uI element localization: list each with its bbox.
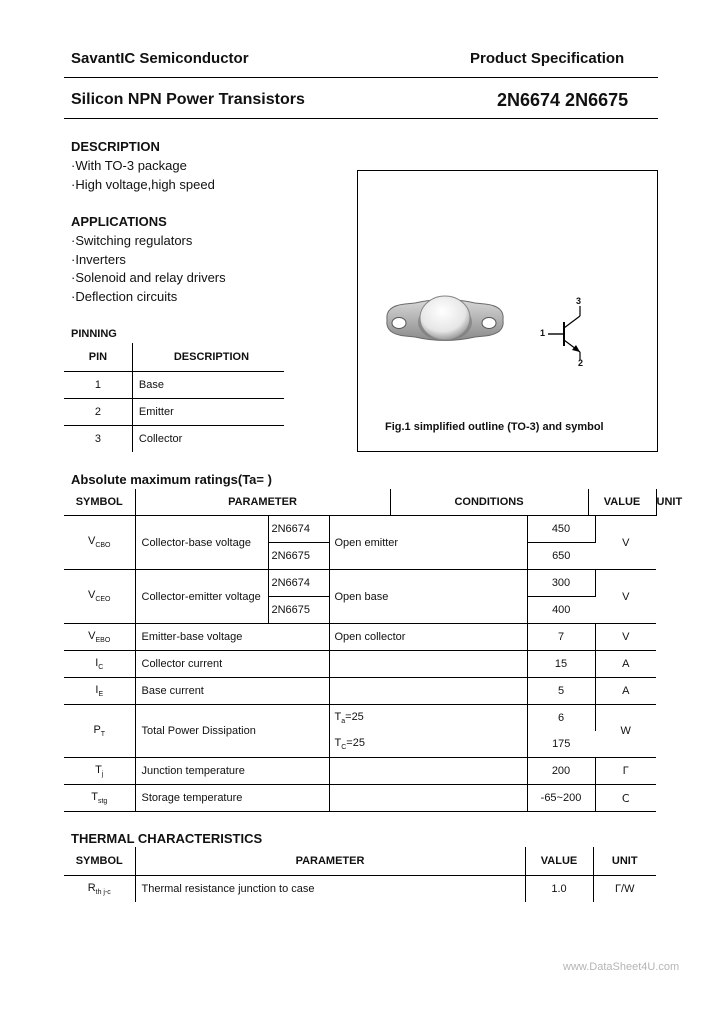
table-row: [64, 399, 284, 426]
table-row: [64, 651, 656, 678]
param-tj: Junction temperature: [135, 758, 329, 785]
col-symbol: SYMBOL: [64, 489, 135, 516]
cond-tstg: [329, 785, 527, 812]
thermal-table: [64, 847, 656, 902]
col-value: VALUE: [588, 489, 656, 516]
abs-max-heading: Absolute maximum ratings(Ta= ): [71, 472, 272, 487]
company-name: SavantIC Semiconductor: [71, 50, 249, 67]
part-numbers: 2N6674 2N6675: [497, 90, 629, 110]
pin-number: 2: [64, 399, 132, 426]
unit-vceo: V: [595, 570, 656, 624]
page-title: Silicon NPN Power Transistors: [71, 91, 305, 108]
doc-type: Product Specification: [470, 50, 625, 67]
table-row: [64, 570, 656, 597]
unit-ic: A: [595, 651, 656, 678]
figure-caption: Fig.1 simplified outline (TO-3) and symbol: [385, 421, 604, 433]
param-vebo: Emitter-base voltage: [135, 624, 329, 651]
value-vcbo-1: 450: [527, 516, 595, 543]
symbol-vebo: $V_{EBO}$: [64, 624, 135, 651]
abs-max-table: [64, 489, 683, 516]
col-unit: UNIT: [593, 847, 656, 876]
watermark: www.DataSheet4U.com: [563, 961, 680, 973]
value-rth: 1.0: [525, 876, 593, 903]
table-row: [64, 624, 656, 651]
pinning-heading: PINNING: [71, 328, 117, 340]
value-ic: 15: [527, 651, 595, 678]
symbol-pt: $P_T$: [64, 705, 135, 758]
to3-outline-figure: [357, 170, 657, 451]
pinning-table: [64, 343, 284, 452]
application-item: ·Switching regulators: [71, 233, 193, 248]
col-description: DESCRIPTION: [132, 343, 284, 372]
table-header-row: [64, 343, 284, 372]
symbol-vceo: $V_{CEO}$: [64, 570, 135, 624]
cond-vceo: Open base: [329, 570, 527, 624]
unit-pt: W: [595, 705, 656, 758]
param-ie: Base current: [135, 678, 329, 705]
applications-heading: APPLICATIONS: [71, 214, 167, 229]
symbol-ie: $I_E$: [64, 678, 135, 705]
symbol-tj: $T_j$: [64, 758, 135, 785]
pin-number: 1: [64, 372, 132, 399]
table-row: [64, 876, 656, 903]
description-heading: DESCRIPTION: [71, 139, 160, 154]
part-2n6675: 2N6675: [268, 597, 329, 624]
table-row: [64, 678, 656, 705]
thermal-heading: THERMAL CHARACTERISTICS: [71, 831, 263, 846]
value-vcbo-2: 650: [527, 543, 595, 570]
value-pt-1: 6: [527, 705, 595, 732]
param-ic: Collector current: [135, 651, 329, 678]
value-tj: 200: [527, 758, 595, 785]
pin-number: 3: [64, 426, 132, 453]
param-tstg: Storage temperature: [135, 785, 329, 812]
unit-vcbo: V: [595, 516, 656, 570]
table-header-row: SYMBOL PARAMETER CONDITIONS VALUE UNIT: [64, 489, 656, 516]
value-pt-2: 175: [527, 731, 595, 758]
unit-rth: Γ/W: [615, 883, 635, 895]
param-rth: Thermal resistance junction to case: [135, 876, 525, 903]
value-ie: 5: [527, 678, 595, 705]
application-item: ·Solenoid and relay drivers: [71, 270, 226, 285]
symbol-pin2-label: 2: [578, 358, 584, 368]
table-row: [64, 785, 656, 812]
table-row: [64, 705, 656, 732]
symbol-ic: $I_C$: [64, 651, 135, 678]
symbol-pin3-label: 3: [576, 296, 582, 306]
unit-tstg: Ⅽ: [595, 785, 656, 812]
pin-description: Base: [132, 372, 284, 399]
pin-description: Collector: [138, 433, 183, 445]
col-value: VALUE: [525, 847, 593, 876]
param-vceo: Collector-emitter voltage: [135, 570, 268, 624]
application-item: ·Inverters: [71, 252, 126, 267]
part-2n6675: 2N6675: [268, 543, 329, 570]
param-pt: Total Power Dissipation: [135, 705, 329, 758]
cond-vebo: Open collector: [329, 624, 527, 651]
application-item: ·Deflection circuits: [71, 289, 178, 304]
col-symbol: SYMBOL: [64, 847, 135, 876]
value-tstg: -65~200: [527, 785, 595, 812]
col-pin: PIN: [64, 343, 132, 372]
description-item: ·High voltage,high speed: [71, 177, 215, 192]
col-parameter: PARAMETER: [135, 489, 390, 516]
abs-max-table-body: [64, 516, 656, 812]
cond-pt-tc: $T_C=25$: [329, 731, 527, 758]
cond-tj: [329, 758, 527, 785]
unit-ie: A: [595, 678, 656, 705]
cond-pt-ta: $T_a=25$: [329, 705, 527, 732]
unit-vebo: V: [595, 624, 656, 651]
col-conditions: CONDITIONS: [390, 489, 588, 516]
symbol-rth: $R_{th j-c}$: [64, 876, 135, 903]
symbol-vcbo: $V_{CBO}$: [64, 516, 135, 570]
table-row: [64, 516, 656, 543]
cond-vcbo: Open emitter: [329, 516, 527, 570]
part-2n6674: 2N6674: [268, 516, 329, 543]
description-item: ·With TO-3 package: [71, 158, 187, 173]
symbol-tstg: $T_{stg}$: [64, 785, 135, 812]
col-parameter: PARAMETER: [135, 847, 525, 876]
pin-description: Emitter: [132, 399, 284, 426]
header-rule-bottom: [64, 118, 658, 119]
unit-tj: Γ: [595, 758, 656, 785]
header-rule-top: [64, 77, 658, 78]
cond-ie: [329, 678, 527, 705]
table-header-row: [64, 847, 656, 876]
table-row: [64, 426, 284, 453]
part-2n6674: 2N6674: [268, 570, 329, 597]
value-vceo-1: 300: [527, 570, 595, 597]
value-vceo-2: 400: [527, 597, 595, 624]
table-row: [64, 758, 656, 785]
symbol-pin1-label: 1: [540, 328, 546, 338]
value-vebo: 7: [527, 624, 595, 651]
param-vcbo: Collector-base voltage: [135, 516, 268, 570]
cond-ic: [329, 651, 527, 678]
table-row: [64, 372, 284, 399]
